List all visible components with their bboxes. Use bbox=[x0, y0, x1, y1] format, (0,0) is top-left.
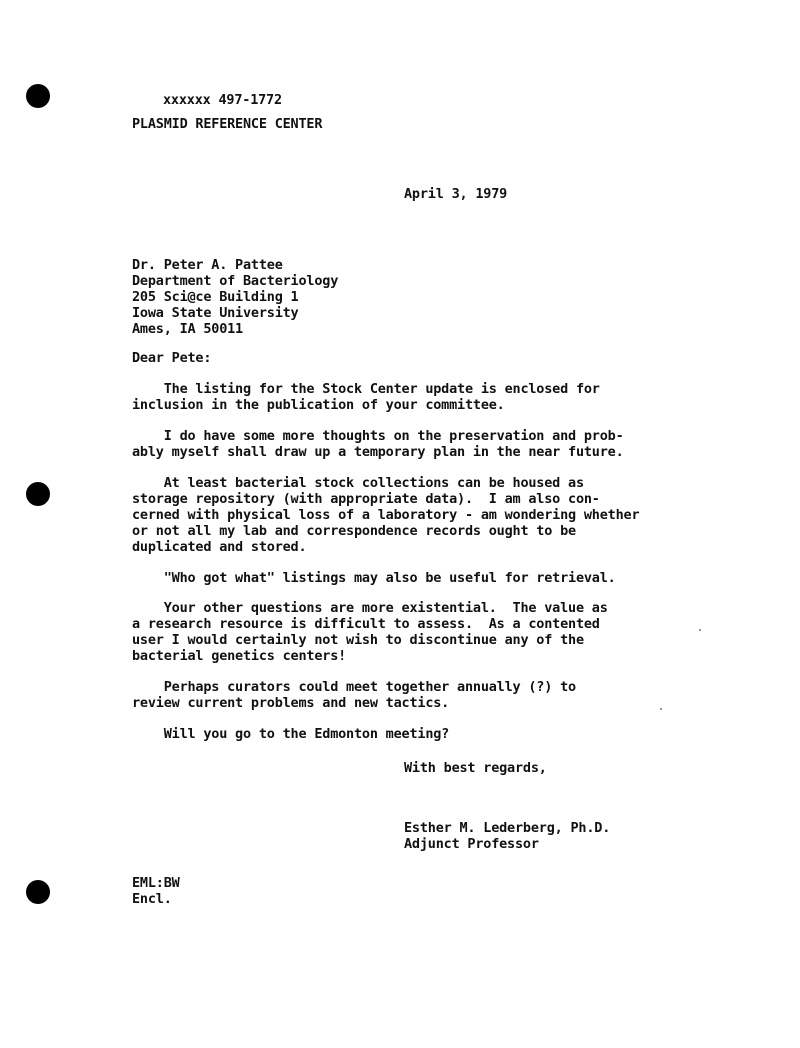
punch-hole-bottom bbox=[26, 880, 50, 904]
paragraph-line: cerned with physical loss of a laboratory - am wondering whether bbox=[132, 507, 640, 523]
letter-date: April 3, 1979 bbox=[404, 186, 508, 202]
paragraph-line: Perhaps curators could meet together annually (?) to bbox=[132, 679, 576, 695]
recipient-address bbox=[132, 257, 338, 337]
paragraph-line: Your other questions are more existential. The value as bbox=[132, 600, 608, 616]
signature-name: Esther M. Lederberg, Ph.D. bbox=[404, 820, 611, 836]
header-phone: xxxxxx 497-1772 bbox=[163, 92, 282, 108]
paragraph-line: I do have some more thoughts on the preservation and prob- bbox=[132, 428, 624, 444]
paragraph-4 bbox=[132, 570, 616, 586]
closing: With best regards, bbox=[404, 760, 547, 776]
paragraph-7 bbox=[132, 726, 449, 742]
paragraph-line: a research resource is difficult to assess. As a contented bbox=[132, 616, 600, 632]
paragraph-line: inclusion in the publication of your committee. bbox=[132, 397, 505, 413]
header-org: PLASMID REFERENCE CENTER bbox=[132, 116, 323, 132]
salutation: Dear Pete: bbox=[132, 350, 212, 366]
paragraph-line: review current problems and new tactics. bbox=[132, 695, 450, 711]
recipient-line: Dr. Peter A. Pattee bbox=[132, 257, 283, 273]
scan-speck bbox=[699, 629, 701, 631]
punch-hole-top bbox=[26, 84, 50, 108]
scan-speck bbox=[660, 708, 662, 710]
punch-hole-middle bbox=[26, 482, 50, 506]
paragraph-line: user I would certainly not wish to discontinue any of the bbox=[132, 632, 584, 648]
recipient-line: 205 Sci@ce Building 1 bbox=[132, 289, 299, 305]
recipient-line: Ames, IA 50011 bbox=[132, 321, 243, 337]
paragraph-5 bbox=[132, 600, 608, 664]
paragraph-line: duplicated and stored. bbox=[132, 539, 307, 555]
paragraph-line: bacterial genetics centers! bbox=[132, 648, 347, 664]
paragraph-line: The listing for the Stock Center update is enclosed for bbox=[132, 381, 600, 397]
paragraph-1 bbox=[132, 381, 600, 413]
signature-title: Adjunct Professor bbox=[404, 836, 539, 852]
paragraph-3 bbox=[132, 475, 639, 555]
recipient-line: Iowa State University bbox=[132, 305, 299, 321]
enclosure-note: Encl. bbox=[132, 891, 172, 907]
paragraph-line: storage repository (with appropriate data). I am also con- bbox=[132, 491, 600, 507]
paragraph-line: ably myself shall draw up a temporary plan in the near future. bbox=[132, 444, 624, 460]
paragraph-line: or not all my lab and correspondence records ought to be bbox=[132, 523, 576, 539]
paragraph-2 bbox=[132, 428, 624, 460]
paragraph-line: At least bacterial stock collections can be housed as bbox=[132, 475, 584, 491]
typist-initials: EML:BW bbox=[132, 875, 180, 891]
paragraph-6 bbox=[132, 679, 576, 711]
paragraph-line: "Who got what" listings may also be useful for retrieval. bbox=[132, 570, 616, 586]
recipient-line: Department of Bacteriology bbox=[132, 273, 339, 289]
paragraph-line: Will you go to the Edmonton meeting? bbox=[132, 726, 450, 742]
